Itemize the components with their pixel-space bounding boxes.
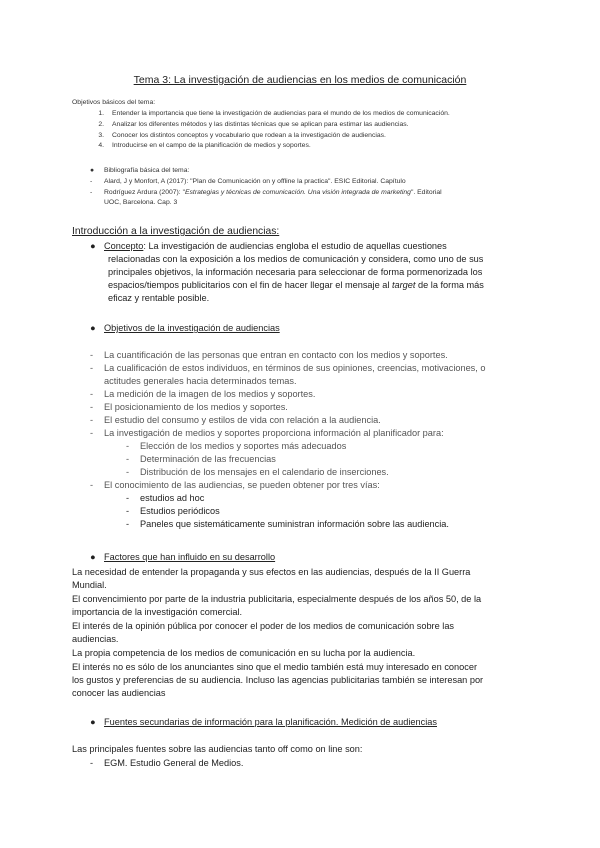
concepto-line: principales objetivos, la información necesaria para seleccionar de forma pormenorizada los	[108, 267, 483, 277]
bullet-icon: ●	[90, 323, 96, 333]
list-item-cont: actitudes generales hacia determinados temas.	[104, 376, 297, 386]
target-word: target	[391, 280, 416, 290]
via-item: - Estudios periódicos	[126, 506, 220, 516]
factores-heading: ● Factores que han influido en su desarrollo	[90, 552, 276, 562]
bullet-icon: ●	[90, 552, 96, 562]
factores-line: importancia de la investigación comercial.	[72, 607, 243, 617]
factores-line: La necesidad de entender la propaganda y sus efectos en las audiencias, después de la II Guerra	[72, 567, 471, 577]
bibliografia-ref: - Alard, J y Monfort, A (2017): "Plan de Comunicación on y offline la practica". ESIC Editorial. Capítulo	[90, 177, 442, 188]
list-item: - La investigación de medios y soportes proporciona información al planificador para:	[90, 428, 444, 438]
bibliografia-heading: ● Bibliografía básica del tema:	[90, 166, 442, 177]
objetivo-item: 3. Conocer los distintos conceptos y vocabulario que rodean a la investigación de audiencias.	[98, 131, 386, 139]
via-item: - Paneles que sistemáticamente suministran información sobre las audiencia.	[126, 519, 449, 529]
concepto-label: Concepto	[104, 241, 144, 251]
bibliografia-ref: - Rodríguez Ardura (2007): "Estrategias y técnicas de comunicación. Una visión integrada de marketing". Editorial	[90, 188, 442, 199]
sub-item: - Distribución de los mensajes en el calendario de inserciones.	[126, 467, 389, 477]
objetivos-list	[86, 109, 450, 152]
page-title: Tema 3: La investigación de audiencias en los medios de comunicación	[133, 74, 467, 86]
factores-line: El interés de la opinión pública por conocer el poder de los medios de comunicación sobre las	[72, 621, 455, 631]
bullet-icon: ●	[90, 167, 95, 174]
objetivos-heading: Objetivos básicos del tema:	[72, 99, 156, 106]
fuentes-heading: ● Fuentes secundarias de información para la planificación. Medición de audiencias	[90, 717, 437, 727]
factores-line: La propia competencia de los medios de comunicación en su lucha por la audiencia.	[72, 648, 416, 658]
via-item: - estudios ad hoc	[126, 493, 205, 503]
fuentes-intro: Las principales fuentes sobre las audiencias tanto off como on line son:	[72, 744, 363, 754]
objetivos-inv-heading: ● Objetivos de la investigación de audiencias	[90, 323, 280, 333]
intro-heading: Introducción a la investigación de audiencias:	[72, 226, 280, 237]
objetivo-item: 1. Entender la importancia que tiene la investigación de audiencias para el mundo de los medios de comunicación.	[98, 110, 450, 117]
factores-line: Mundial.	[72, 580, 107, 590]
bibliografia-ref-cont: UOC, Barcelona. Cap. 3	[104, 199, 178, 207]
sub-item: - Elección de los medios y soportes más adecuados	[126, 441, 347, 451]
concepto-line: ● Concepto: La investigación de audiencias engloba el estudio de aquellas cuestiones	[90, 241, 447, 251]
list-item: - El conocimiento de las audiencias, se pueden obtener por tres vías:	[90, 480, 380, 490]
objetivo-item: 4. Introducirse en el campo de la planificación de medios y soportes.	[98, 142, 311, 150]
concepto-line: relacionadas con la exposición a los medios de comunicación y considera, como uno de sus	[108, 254, 484, 264]
bullet-icon: ●	[90, 241, 96, 251]
concepto-line: eficaz y rentable posible.	[108, 293, 210, 303]
factores-line: El convencimiento por parte de la industria publicitaria, especialmente después de los años 50, de la	[72, 594, 482, 604]
bibliografia-block	[90, 166, 442, 209]
bullet-icon: ●	[90, 717, 96, 727]
factores-line: El interés no es sólo de los anunciantes sino que el medio también está muy interesado en conocer	[72, 662, 478, 672]
factores-line: conocer las audiencias	[72, 688, 166, 698]
dash-icon: -	[90, 188, 93, 196]
objetivo-item: 2. Analizar los diferentes métodos y las distintas técnicas que se aplican para estimar las audiencias.	[98, 120, 409, 128]
sub-item: - Determinación de las frecuencias	[126, 454, 276, 464]
list-item: - La cuantificación de las personas que entran en contacto con los medios y soportes.	[90, 350, 448, 360]
list-item: - El posicionamiento de los medios y soportes.	[90, 402, 288, 412]
list-item: - El estudio del consumo y estilos de vida con relación a la audiencia.	[90, 415, 381, 425]
factores-line: audiencias.	[72, 634, 119, 644]
list-item: - La cualificación de estos individuos, en términos de sus opiniones, creencias, motivaciones, o	[90, 363, 486, 373]
factores-line: los gustos y preferencias de su audiencia. Incluso las agencias publicitarias también se interesan por	[72, 675, 484, 685]
dash-icon: -	[90, 177, 93, 185]
list-item: - La medición de la imagen de los medios y soportes.	[90, 389, 316, 399]
concepto-line: espacios/tiempos publicitarios con el fin de hacer llegar el mensaje al target de la forma más	[108, 280, 484, 290]
fuentes-item: - EGM. Estudio General de Medios.	[90, 758, 244, 768]
